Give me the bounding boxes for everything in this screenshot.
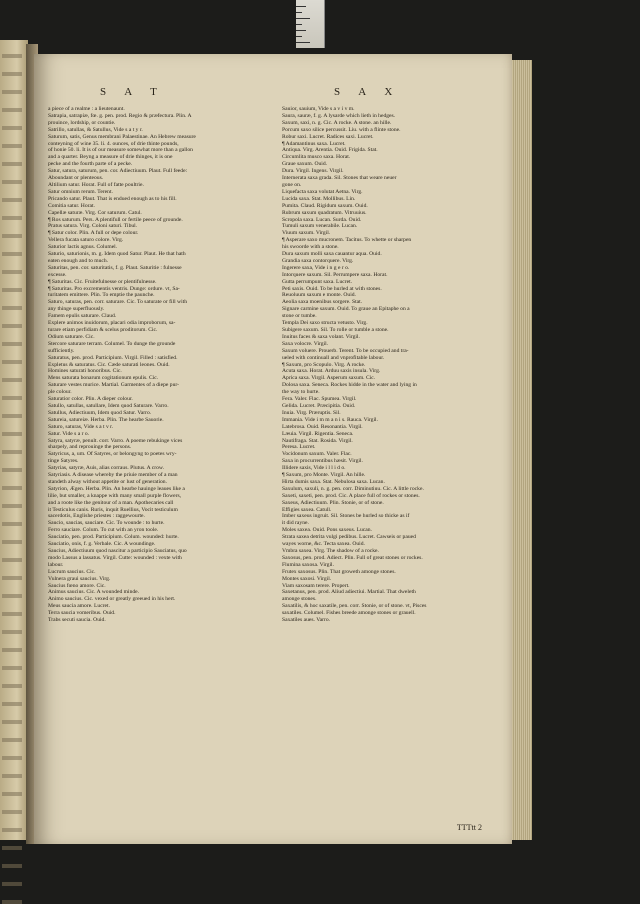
entry-line: Mens saturata bonarum cogitationum epulis. Cic.: [48, 375, 159, 382]
entry-line: Expletus & saturatus. Cic. Cæde saturati leones. Ouid.: [48, 361, 170, 368]
entry-line: Saturo, saturas, pen. corr. saturare. Cic. To saturate or fill with: [48, 299, 187, 306]
entry-line: Famem epulis saturare. Claud.: [48, 313, 117, 320]
entry-line: Liquefacta saxa volutat Aetna. Virg.: [282, 188, 363, 195]
entry-line: Stercore saturare terram. Columel. To dunge the grounde: [48, 340, 176, 347]
running-head-left: S A T: [100, 86, 165, 98]
entry-line: standeth alway without appetite or lust of generation.: [48, 478, 167, 485]
entry-line: Ferro sauciare. Colum. To cut with an yron toole.: [48, 527, 159, 534]
entry-line: Saturitas, pen. cor. saturitatis, f. g. Plaut. Saturitie : fulnesse: [48, 264, 182, 271]
entry-line: Odium saturare. Cic.: [48, 333, 95, 340]
entry-line: and a quarter. Beyng a measure of drie thinges, it is one: [48, 154, 173, 161]
entry-line: Satyricus, a, um. Of Satyres, or belongyng to poetes wry-: [48, 451, 177, 458]
entry-line: prouince, lordship, or countie.: [48, 119, 116, 126]
entry-line: Grandia saxa contorquere. Virg.: [282, 257, 354, 264]
entry-line: a piece of a realme : a lieutenaunt.: [48, 106, 125, 112]
entry-line: lilie, but smaller, a knappe with many small purple flowers,: [48, 492, 182, 499]
entry-line: Saucius fœno amore. Cic.: [48, 582, 106, 589]
entry-line: Inuia. Virg. Præruptis. Sil.: [282, 409, 341, 416]
entry-line: Nautifraga. Stat. Rosida. Virgil.: [282, 437, 353, 444]
signature-mark: TTTtt 2: [456, 823, 482, 832]
entry-line: Lucrum saucius. Cic.: [48, 568, 96, 575]
entry-line: Vulnera graui saucius. Virg.: [48, 575, 111, 582]
entry-line: Saxetanus, pen. prod. Aliud adiectiui. Martial. That dweleth: [282, 589, 416, 596]
entry-line: Subigere saxum. Sil. To rolle or tumble a stone.: [282, 327, 389, 333]
entry-line: Circumlita musco saxa. Horat.: [282, 154, 351, 161]
entry-line: Dura saxum molli saxa cauantur aqua. Ouid.: [282, 251, 382, 258]
entry-line: wayes worne, &c. Tecta saxea. Ouid.: [282, 541, 365, 548]
entry-line: excesse.: [48, 271, 67, 278]
entry-line: Animus saucius. Cic. A wounded minde.: [48, 589, 140, 596]
entry-line: Satur. Vide s a r o.: [48, 430, 90, 437]
entry-line: Robur saxi. Lucret. Radices saxi. Lucret.: [282, 133, 374, 140]
entry-line: Saturo, saturas, Vide s a t v r.: [48, 423, 114, 430]
entry-line: modo Lassus a lassatus. Virgil. Cutte: wounded : vexte with: [48, 554, 182, 561]
entry-line: saxatiles. Columel. Fishes breede amonge stones or grauell.: [282, 610, 416, 617]
entry-line: Saxatilis, & hoc saxatile, pen. corr. Stonie, or of stone. vt, Pisces: [282, 603, 427, 610]
entry-line: Montes saxosi. Virgil.: [282, 575, 332, 582]
entry-line: Gelida. Lucret. Præcipitia. Ouid.: [282, 402, 356, 409]
entry-line: Fera. Valer. Flac. Spumea. Virgil.: [282, 396, 357, 403]
entry-line: Satullus, Adiectiuum, Idem quod Satur. Varro.: [48, 409, 152, 416]
entry-line: Satyrias, satyræ, Auis, alias corraus. Plutus. A crow.: [48, 465, 165, 472]
entry-line: Viam saxosam terere. Propert.: [282, 582, 350, 589]
entry-line: Internerata saxa grada. Sil. Stones that weare neuer: [282, 175, 397, 182]
entry-line: Latebrosa. Ouid. Resonantia. Virgil.: [282, 423, 363, 430]
entry-line: Saxeus, Adiectiuum. Plin. Stonie, or of stone.: [282, 499, 384, 506]
entry-line: Moles saxea. Ouid. Pons saxeus. Lucan.: [282, 527, 372, 534]
entry-line: Sauciatio, onis, f. g. Verbale. Cic. A woundinge.: [48, 541, 156, 548]
entry-line: Læuia. Virgil. Rigentia. Seneca.: [282, 430, 354, 437]
entry-line: Vmbra saxea. Virg. The shadow of a rocke.: [282, 548, 379, 554]
entry-line: Intorquere saxum. Sil. Perrumpere saxa. Horat.: [282, 271, 388, 278]
entry-line: sharpely, and reprouinge the persons.: [48, 444, 132, 451]
entry-line: ueled with continuall and vnprofitable labour.: [282, 354, 385, 361]
measuring-ruler: [296, 0, 325, 48]
entry-line: Capellæ saturæ. Virg. Cor saturum. Catul.: [48, 209, 142, 216]
entry-line: Aeolia saxa moenibus sorgere. Stat.: [282, 299, 363, 306]
entry-line: Templa Dei saxo structa vetusto. Virg.: [282, 320, 368, 327]
entry-line: ¶ Saxum, pro Monte. Virgil. An hille.: [282, 472, 366, 479]
entry-line: ¶ Saxum, pro Scopulo. Virg. A rocke.: [282, 361, 366, 368]
entry-line: Saxosus, pen. prod. Adiect. Plin. Full of great stones or rockes.: [282, 554, 423, 561]
entry-line: Viuum saxum. Virgil.: [282, 230, 331, 237]
entry-line: Homines saturati honoribus. Cic.: [48, 368, 122, 375]
entry-line: ¶ Satur color. Plin. A full or depe colour.: [48, 230, 139, 237]
entry-line: Saxatiles aues. Varro.: [282, 617, 331, 624]
entry-line: sacerdotis, Englishe priestes : raggewourte.: [48, 513, 145, 520]
entry-line: Saturum, satis, Genus membrani Palaestinae. An Hebrew measure: [48, 133, 196, 140]
entry-line: Comitia satur. Horat.: [48, 202, 95, 209]
page-block-edge: [510, 60, 532, 840]
entry-line: gone on.: [282, 181, 302, 188]
entry-line: Gutta perrumpunt saxa. Lucret.: [282, 278, 353, 285]
entry-line: Signare carmine saxum. Ouid. To graue an Epitaphe on a: [282, 306, 410, 313]
entry-line: Inuitus faces & saxa volant. Virgil.: [282, 333, 360, 340]
entry-line: Strata saxea detrita vulgi pedibus. Lucret. Cawseis or paued: [282, 534, 416, 541]
entry-line: Antiqua. Virg. Arentia. Ouid. Frigida. Stat.: [282, 147, 378, 154]
entry-line: Pumita. Claud. Rigidum saxum. Ouid.: [282, 202, 368, 209]
entry-line: Explere animos inuidorum, placari odia improborum, sa-: [48, 320, 176, 327]
entry-line: eaten enough and to much.: [48, 257, 109, 264]
entry-line: Sauciatio, pen. prod. Participium. Colum. wounded: hurte.: [48, 534, 179, 541]
entry-line: Illidere saxis, Vide i l l i d o.: [282, 465, 346, 472]
entry-line: Tumuli saxum venerabile. Lucan.: [282, 223, 358, 230]
entry-line: ¶ Adamantinus saxa. Lucret.: [282, 140, 346, 147]
entry-line: conteyning of wine 35. li. 4. ounces, of drie thinte pounds,: [48, 140, 179, 147]
running-head-right: S A X: [334, 86, 401, 98]
right-column: [282, 106, 487, 624]
entry-line: Satyrion, Ægen. Herba. Plin. An hearbe hauinge leaues like a: [48, 485, 185, 492]
entry-line: Saturior lactis agnus. Columel.: [48, 244, 118, 251]
entry-line: Satur, satura, saturum, pen. cor. Adiectiuum. Plaut. Full feede:: [48, 168, 188, 175]
entry-line: his swoorde with a stone.: [282, 244, 339, 251]
entry-line: turare etiam perfidiam & scelus proditorum. Cic.: [48, 327, 158, 333]
entry-line: Lucida saxa. Stat. Mollibus. Lin.: [282, 195, 356, 202]
entry-line: stone or tumbe.: [282, 313, 317, 320]
entry-line: Rubrum saxum quadratum. Vitruuius.: [282, 209, 367, 216]
entry-line: Frutex saxosus. Plin. That groweth amonge stones.: [282, 568, 396, 575]
entry-line: Saxa volocre. Virgil.: [282, 340, 329, 347]
entry-line: Saturatus, pen. prod. Participium. Virgil. Filled : satisfied.: [48, 354, 178, 361]
entry-line: and a roote like the genitour of a man. Apothecaries call: [48, 499, 174, 506]
entry-line: Peresa. Lucret.: [282, 444, 316, 451]
entry-line: tinge Satyres.: [48, 458, 79, 465]
entry-line: Saura, sauræ, f. g. A lysarde which lieth in hedges.: [282, 112, 396, 119]
entry-line: Saturio, saturionis, m. g. Idem quod Satur. Plaut. He that hath: [48, 251, 186, 258]
entry-line: Saturatior color. Plin. A dieper colour.: [48, 396, 133, 403]
entry-line: Aprica saxa. Virgil. Asperum saxum. Cic.: [282, 375, 376, 382]
dictionary-page: [34, 54, 512, 844]
entry-line: Porcum saxo silice percussit. Liu. with a flinte stone.: [282, 126, 401, 133]
entry-line: sufficiently.: [48, 347, 75, 354]
entry-line: labour.: [48, 561, 64, 568]
entry-line: it Testiculus canis. Ruris, inquit Ruellius, Vocit testiculum: [48, 506, 178, 513]
entry-line: ple colour.: [48, 389, 72, 396]
entry-line: ¶ Ros saturum. Pers. A plentifull or fertile peece of grounde.: [48, 216, 183, 223]
entry-line: Hirta dumis saxa. Stat. Nebulosa saxa. Lucan.: [282, 478, 385, 485]
entry-line: pecke and the fourth parte of a pecke.: [48, 161, 133, 168]
entry-line: Saturare vestes murice. Martial. Garmentes of a diepe pur-: [48, 382, 179, 389]
entry-line: Sauior, sauium, Vide s a v i v m.: [282, 106, 355, 112]
entry-line: Vellera fucata saturo colore. Virg.: [48, 237, 124, 244]
entry-line: Saxum, saxi, n. g. Cic. A rocke. A stone. an hille.: [282, 119, 392, 126]
facing-page-edge: [0, 40, 28, 840]
entry-line: Dura. Virgil. Ingens. Virgil.: [282, 168, 344, 175]
entry-line: Saxulum, saxuli, n. g. pen. corr. Diminutiuu. Cic. A little rocke.: [282, 485, 424, 492]
entry-line: Saucio, saucias, sauciare. Cic. To wounde : to hurte.: [48, 520, 165, 527]
entry-line: Satrillo, satullas, & Satullus, Vide s a t y r.: [48, 126, 143, 133]
entry-line: Immania. Vide i m m a n i s. Rauca. Virgil.: [282, 416, 378, 423]
entry-line: Pricando satur. Plaut. That is endued enough as to his fill.: [48, 195, 177, 202]
entry-line: Acuta saxa. Horat. Arduu saxis insula. Virg.: [282, 368, 381, 375]
entry-line: Satyriasis. A disease whereby the priuie member of a man: [48, 472, 178, 479]
entry-line: amonge stones.: [282, 596, 317, 603]
entry-line: of honie 50. li. It is of our measure somewhat more than a gallon: [48, 147, 193, 154]
entry-line: Dolosa saxa. Seneca. Rockes hidde in the water and lying in: [282, 382, 417, 389]
entry-line: Satureia, satureiæ. Herba. Plin. The hearbe Sauorie.: [48, 416, 164, 423]
entry-line: Trabs secuti saucia. Ouid.: [48, 617, 106, 624]
left-column: [48, 106, 253, 624]
entry-line: Satur omnium rerum. Terent.: [48, 188, 113, 195]
entry-line: Saxa in procurrentibus hæsit. Virgil.: [282, 458, 363, 465]
entry-line: ¶ Asperare saxo mucronem. Tacitus. To whette or sharpen: [282, 237, 412, 244]
entry-line: turitatem emittere. Plin. To emptie the paunche.: [48, 292, 155, 299]
entry-line: Altilium satur. Horat. Full of fatte poultrie.: [48, 181, 144, 188]
entry-line: Effigies saxea. Catull.: [282, 506, 332, 513]
entry-line: any thinge superfluously.: [48, 306, 105, 313]
entry-line: Imber saxeus ingruit. Sil. Stones be hurled so thicke as if: [282, 513, 410, 520]
entry-line: Saucius, Adiectiuum quod nascitur a participio Sauciatus, quo: [48, 548, 187, 554]
entry-line: Satrapia, satrapiæ, fœ. g. pen. prod. Regio & præfectura. Plin. A: [48, 112, 192, 119]
entry-line: Ingerere saxa, Vide i n g e r o.: [282, 264, 350, 271]
entry-line: Aboundant or plenteous.: [48, 175, 104, 182]
entry-line: Meus saucia amore. Lucret.: [48, 603, 110, 610]
entry-line: it did rayne.: [282, 520, 309, 527]
entry-line: Pratus satura. Virg. Coloni saturi. Tibul.: [48, 223, 138, 230]
entry-line: Graue saxum. Ouid.: [282, 161, 328, 168]
entry-line: Saxum voluere. Prouerb. Terent. To be occupied and tra-: [282, 347, 409, 354]
entry-line: ¶ Saturitas. Pro excrementis ventris. Dunge: ordure. vt, Sa-: [48, 285, 180, 292]
entry-line: Peti saxis. Ouid. To be hurled at with stones.: [282, 285, 382, 292]
entry-line: Terra saucia vomeribus. Ouid.: [48, 610, 116, 617]
entry-line: Animo saucius. Cic. vexed or greatly greeued in his hert.: [48, 596, 176, 603]
entry-line: the way to hurte.: [282, 389, 320, 396]
entry-line: Reuoluum saxum e monte. Ouid.: [282, 292, 356, 299]
entry-line: Scropola saxa. Lucan. Surda. Ouid.: [282, 216, 362, 223]
entry-line: Satullo, satullas, satullare, Idem quod Saturare. Varro.: [48, 402, 169, 409]
entry-line: ¶ Saturitas. Cic. Fruitefulnesse or plentifulnesse.: [48, 278, 157, 285]
entry-line: Saxeti, saxeti, pen. prod. Cic. A place full of rockes or stones.: [282, 492, 420, 499]
entry-line: Vocidonum saxum. Valer. Flac.: [282, 451, 352, 458]
entry-line: Flumina saxosa. Virgil.: [282, 561, 334, 568]
entry-line: Satyra, satyræ, penult. corr. Varro. A poeme rebukinge vices: [48, 437, 183, 444]
